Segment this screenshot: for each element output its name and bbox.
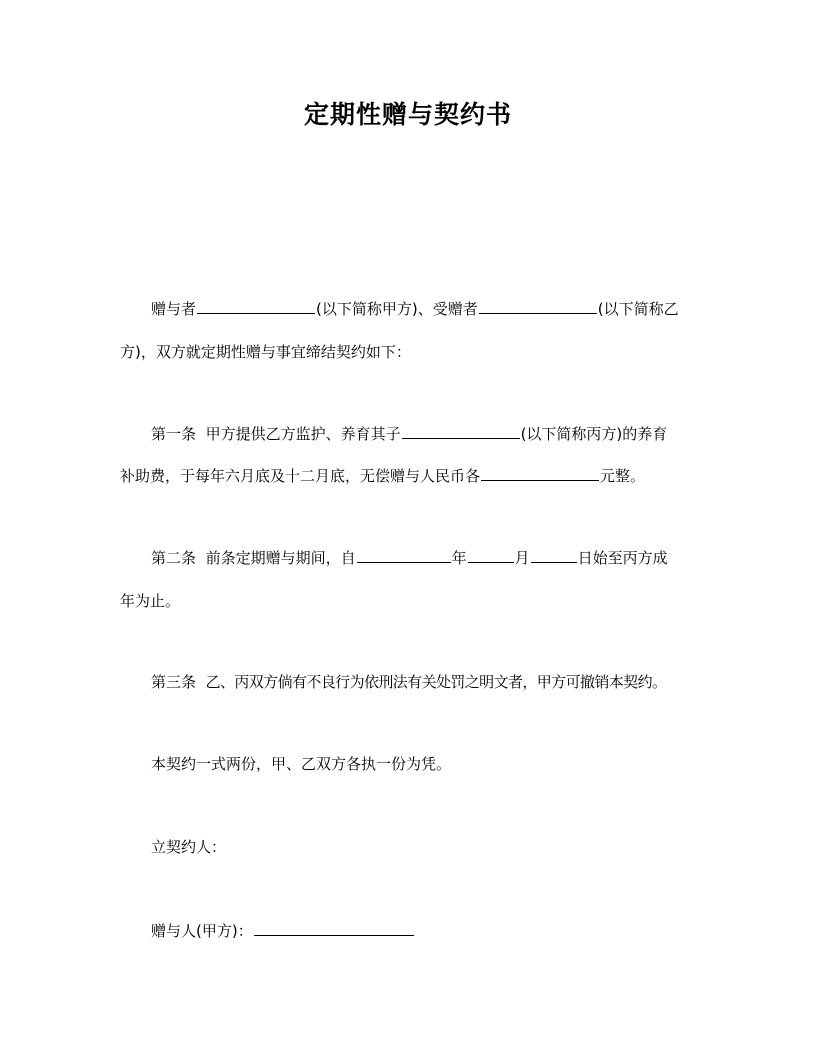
amount-blank[interactable] xyxy=(481,463,599,481)
document-title: 定期性赠与契约书 xyxy=(303,100,512,129)
article-2-line-2: 年为止。 xyxy=(120,592,181,610)
article-3-text: 乙、丙双方倘有不良行为依刑法有关处罚之明文者，甲方可撤销本契约。 xyxy=(205,673,667,691)
start-year-blank[interactable] xyxy=(357,545,451,563)
article-1-line-2 xyxy=(120,463,645,487)
intro-line-2: 方)，双方就定期性赠与事宜缔结契约如下： xyxy=(120,343,411,361)
copies-clause: 本契约一式两份，甲、乙双方各执一份为凭。 xyxy=(151,755,452,773)
year-label: 年 xyxy=(451,549,467,567)
donor-signature-line xyxy=(151,918,415,942)
donor-abbrev: (以下简称甲方)、 xyxy=(316,300,433,318)
article-3-label: 第三条 xyxy=(151,673,197,691)
article-1-line2-a: 补助费，于每年六月底及十二月底，无偿赠与人民币各 xyxy=(120,467,481,485)
article-2-label: 第二条 xyxy=(151,549,197,567)
intro-line-1 xyxy=(151,296,679,320)
donor-name-blank[interactable] xyxy=(197,296,315,314)
article-2-line-1 xyxy=(151,545,668,569)
donee-abbrev: (以下简称乙 xyxy=(597,300,679,318)
article-3-line-1 xyxy=(151,670,666,694)
month-label: 月 xyxy=(514,549,530,567)
start-month-blank[interactable] xyxy=(468,545,514,563)
signatories-heading: 立契约人： xyxy=(151,838,227,856)
start-day-blank[interactable] xyxy=(531,545,577,563)
article-1-line2-b: 元整。 xyxy=(600,467,646,485)
donee-label: 受赠者 xyxy=(432,300,478,318)
donor-signature-label: 赠与人(甲方)： xyxy=(151,922,253,940)
article-1-label: 第一条 xyxy=(151,425,197,443)
article-1-text-a: 甲方提供乙方监护、养育其子 xyxy=(205,425,401,443)
article-1-text-b: (以下简称丙方)的养育 xyxy=(520,425,668,443)
donor-label: 赠与者 xyxy=(151,300,197,318)
article-1-line-1 xyxy=(151,421,667,445)
article-2-text-a: 前条定期赠与期间，自 xyxy=(205,549,356,567)
donor-signature-blank[interactable] xyxy=(254,918,414,936)
child-name-blank[interactable] xyxy=(402,421,520,439)
donee-name-blank[interactable] xyxy=(479,296,597,314)
article-2-day-text: 日始至丙方成 xyxy=(577,549,668,567)
